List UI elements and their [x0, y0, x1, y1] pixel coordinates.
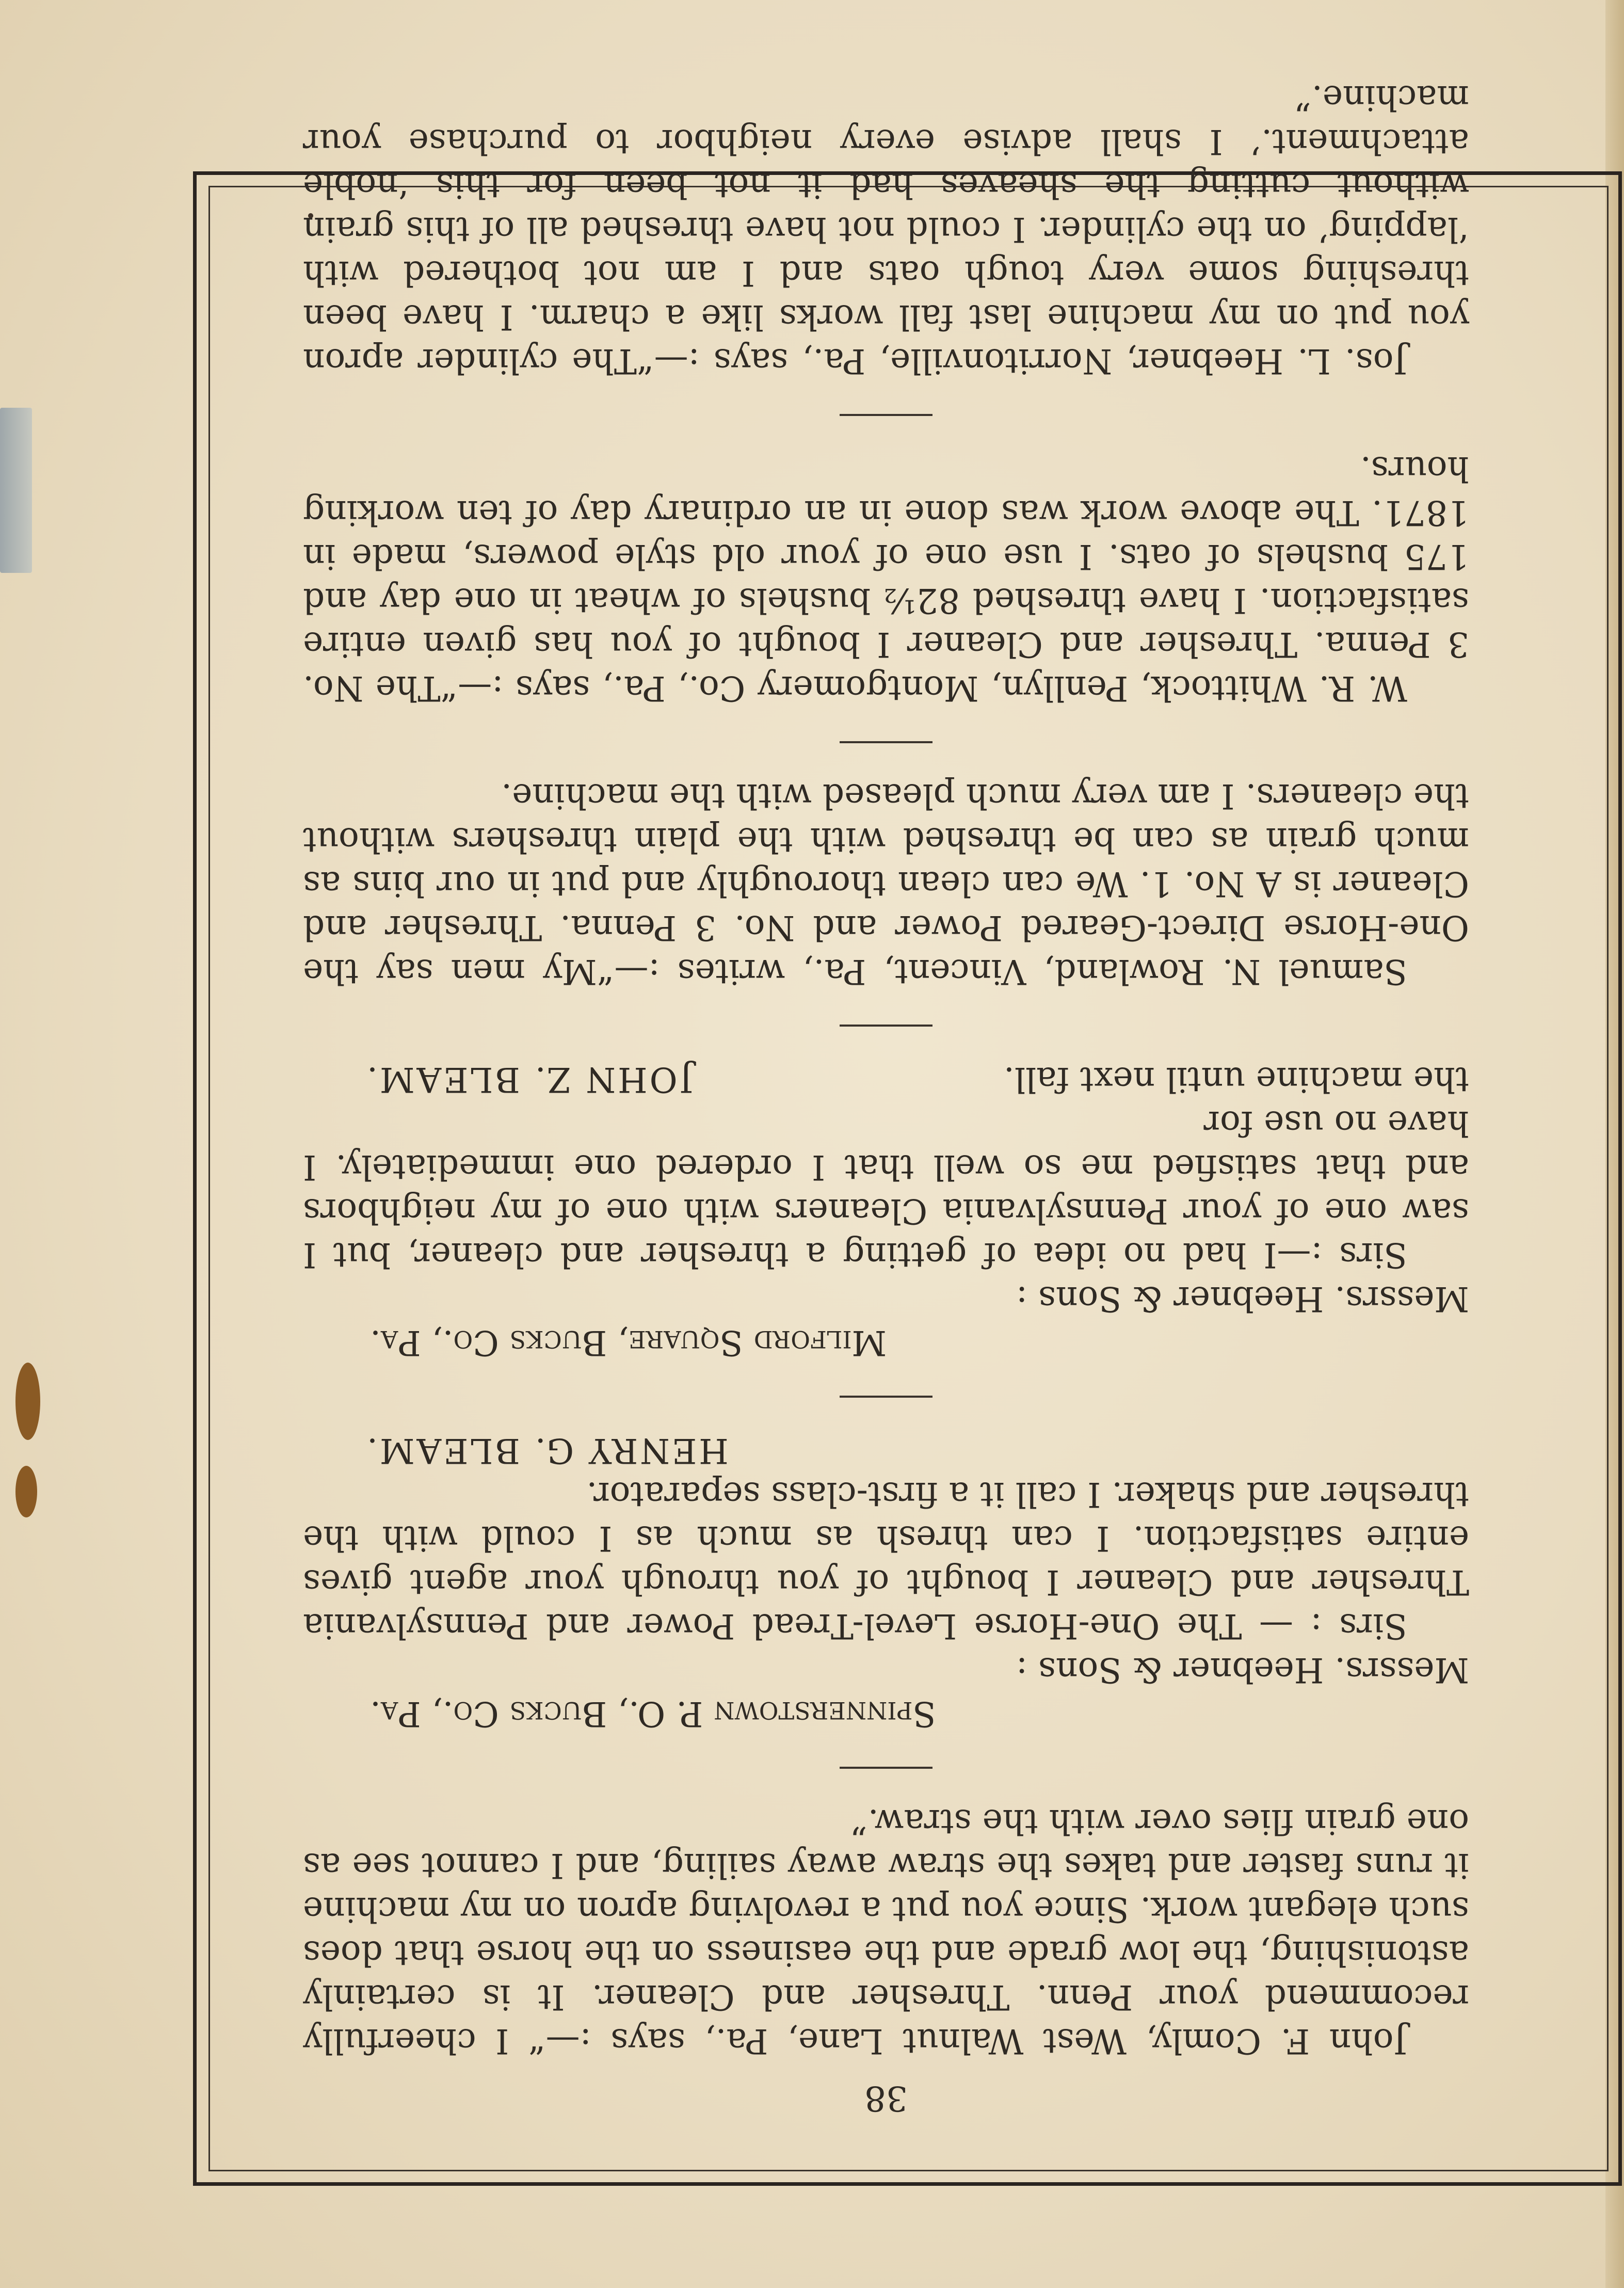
testimonial-rowland: Samuel N. Rowland, Vincent, Pa., writes :—“My men say the One-Horse Direct-Geared Power and No. 3 Penna. Thresher and Cleaner is A No. 1. We can clean thoroughly and put in our bins as much grain as can be threshed with the plain threshers without the cleaners. I am very much pleased with the machine.	[303, 776, 1469, 991]
separator-rule	[840, 414, 932, 416]
testimonial-comly: John F. Comly, West Walnut Lane, Pa., says :—“ I cheerfully recommend your Penn. Thresher and Cleaner. It is certainly astonishing, the low grade and the easiness on the horse that does such elegant work. Since you put a revolving apron on my machine it runs faster and takes the straw away sailing, and I cannot see as one grain flies over with the straw.”	[303, 1802, 1469, 2061]
testimonial-heebner: Jos. L. Heebner, Norritonville, Pa., says :—“The cylinder apron you put on my machine last fall works like a charm. I have been threshing some very tough oats and I am not bothered with ‘lapping’ on the cylinder. I could not have threshed all of this grain without cutting the sheaves had it not been for this ‘noble attachment.’ I shall advise every neighbor to purchase your machine.”	[303, 78, 1469, 381]
letter-john-bleam	[303, 1058, 1469, 1365]
page-number: 38	[864, 2078, 908, 2118]
letter-henry-bleam	[303, 1429, 1469, 1736]
letter-body-tail: the machine until next fall.	[1003, 1060, 1469, 1099]
separator-rule	[840, 1396, 932, 1398]
signature-row	[303, 1429, 1469, 1473]
separator-rule	[840, 741, 932, 743]
letter-place: Spinnerstown P. O., Bucks Co., Pa.	[370, 1694, 936, 1734]
separator-rule	[840, 1767, 932, 1769]
letter-body: Sirs : — The One-Horse Level-Tread Power and Pennsylvania Thresher and Cleaner I bought of you through your agent gives entire satisfaction. I can thresh as much as I could with the thresher and shaker. I call it a first-class separator.	[303, 1475, 1469, 1646]
letter-body: Sirs :—I had no idea of getting a thresher and cleaner, but I saw one of your Pennsylvania Cleaners with one of my neighbors and that satisfied me so well that I ordered one immediately. I have no use for	[303, 1103, 1469, 1275]
signature: JOHN Z. BLEAM.	[365, 1060, 694, 1099]
signature: HENRY G. BLEAM.	[365, 1431, 729, 1470]
letter-address: Messrs. Heebner & Sons :	[1016, 1279, 1469, 1319]
letter-address: Messrs. Heebner & Sons :	[1016, 1650, 1469, 1690]
separator-rule	[840, 1025, 932, 1027]
page-content	[303, 76, 1469, 2118]
testimonial-whittock: W. R. Whittock, Penllyn, Montgomery Co., Pa., says :—“The No. 3 Penna. Thresher and Cleaner I bought of you has given entire satisfaction. I have threshed 82½ bushels of wheat in one day and 175 bushels of oats. I use one of your old style powers, made in 1871. The above work was done in an ordinary day of ten working hours.	[303, 449, 1469, 708]
signature-row	[303, 1058, 1469, 1101]
letter-place: Milford Square, Bucks Co., Pa.	[370, 1323, 887, 1363]
